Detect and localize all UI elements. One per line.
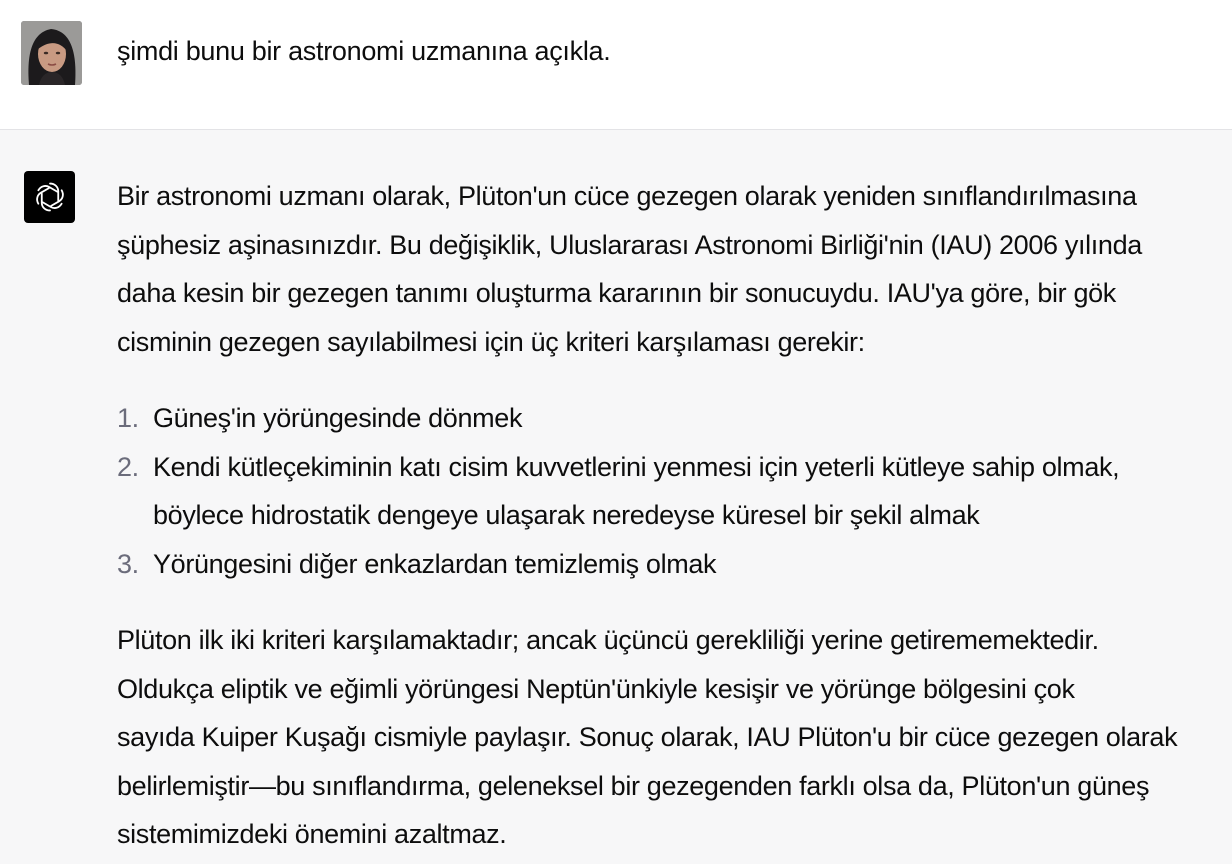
text-line: Oldukça eliptik ve eğimli yörüngesi Neptün'ünkiyle kesişir ve yörünge bölgesini çok [117, 673, 1075, 704]
text-line: Bir astronomi uzmanı olarak, Plüton'un cüce gezegen olarak yeniden sınıflandırılmasına [117, 181, 1137, 211]
text-line: sistemimizdeki önemini azaltmaz. [117, 819, 507, 849]
text-line: sayıda Kuiper Kuşağı cismiyle paylaşır. Sonuç olarak, IAU Plüton'u bir cüce gezegen olarak [117, 722, 1178, 752]
text-line: belirlemiştir—bu sınıflandırma, geleneksel bir gezegenden farklı olsa da, Plüton'un güneş [117, 770, 1150, 801]
list-number: 3. [117, 548, 139, 579]
list-item-text: Kendi kütleçekiminin katı cisim kuvvetlerini yenmesi için yeterli kütleye sahip olmak, [153, 451, 1120, 482]
text-line: şüphesiz aşinasınızdır. Bu değişiklik, Uluslararası Astronomi Birliği'nin (IAU) 2006 yılında [117, 229, 1142, 260]
list-number: 2. [117, 451, 139, 482]
list-item-text: böylece hidrostatik dengeye ulaşarak neredeyse küresel bir şekil almak [153, 500, 980, 530]
text-line: daha kesin bir gezegen tanımı oluşturma kararının bir sonucuydu. IAU'ya göre, bir gök [117, 278, 1116, 308]
assistant-message-row [0, 131, 1232, 864]
openai-logo-icon [24, 171, 75, 223]
list-item [117, 540, 1232, 589]
user-avatar [21, 21, 82, 85]
list-item [117, 443, 1232, 540]
text-line: Plüton ilk iki kriteri karşılamaktadır; ancak üçüncü gerekliliği yerine getirememektedir. [117, 625, 1099, 655]
list-number: 1. [117, 403, 139, 433]
text-line: cisminin gezegen sayılabilmesi için üç kriteri karşılaması gerekir: [117, 326, 865, 357]
user-message-row [0, 0, 1232, 130]
intro-paragraph [117, 172, 1232, 366]
list-item-text: Güneş'in yörüngesinde dönmek [153, 403, 523, 433]
user-message-text: şimdi bunu bir astronomi uzmanına açıkla. [117, 36, 611, 66]
assistant-message-content [117, 172, 1232, 859]
list-item [117, 394, 1232, 443]
criteria-list [117, 394, 1232, 588]
conclusion-paragraph [117, 616, 1232, 859]
user-avatar-photo-icon [21, 21, 82, 85]
list-item-text: Yörüngesini diğer enkazlardan temizlemiş olmak [153, 548, 717, 579]
